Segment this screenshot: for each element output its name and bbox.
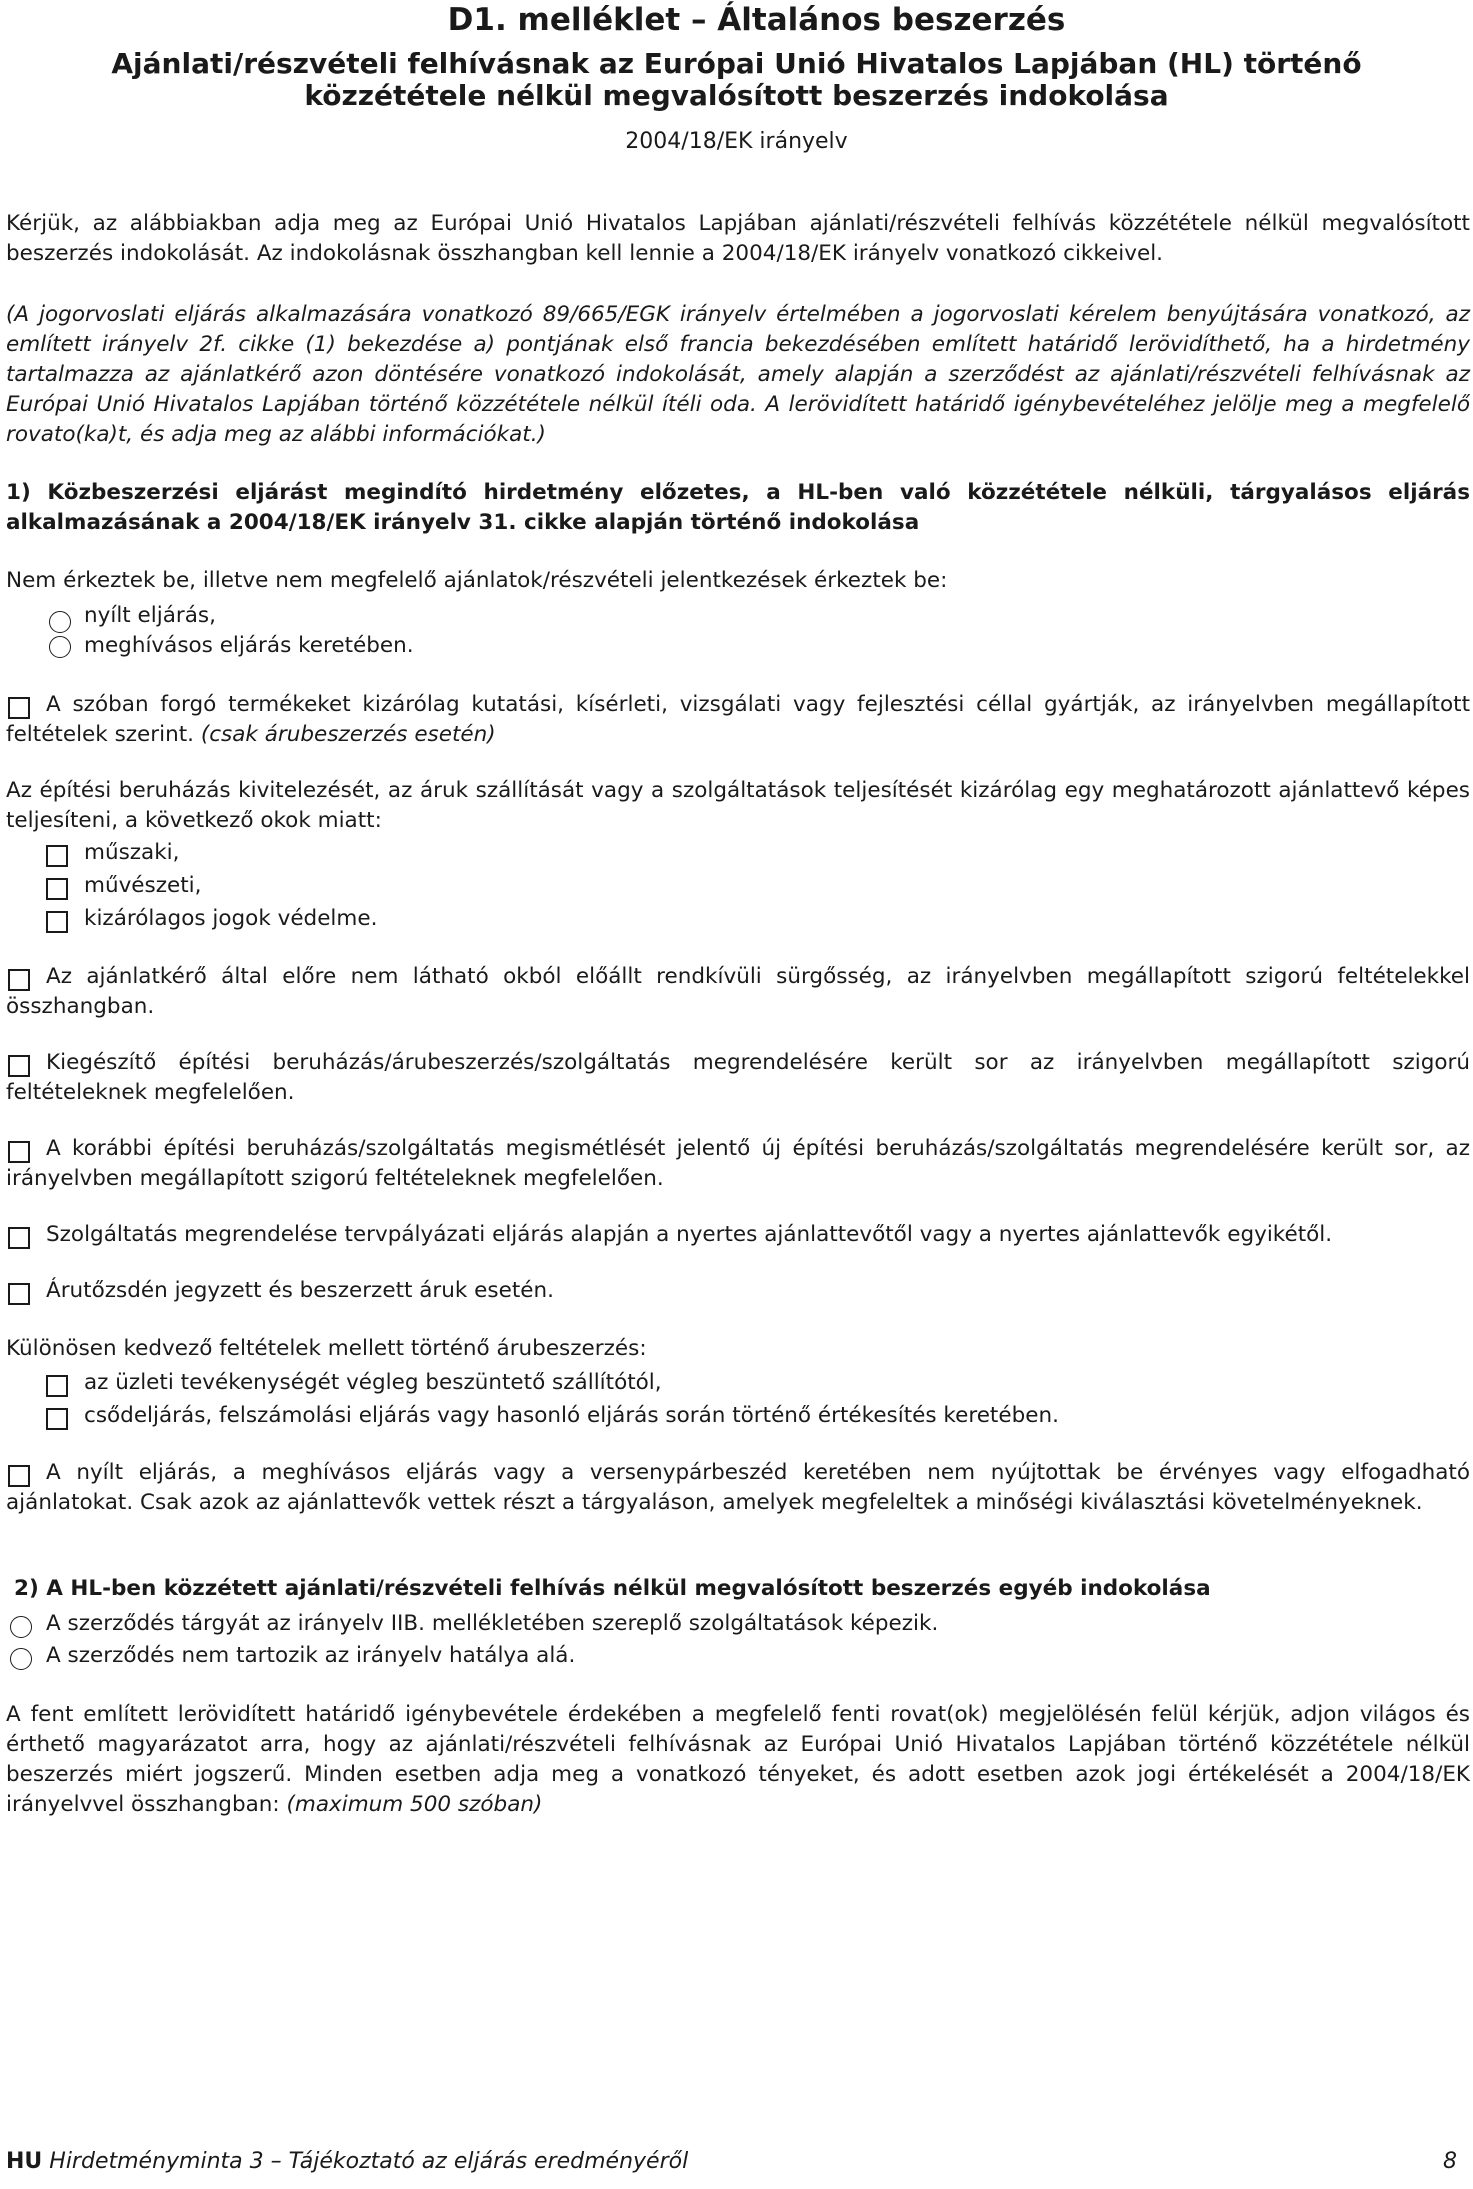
insolvency-label: csődeljárás, felszámolási eljárás vagy hasonló eljárás során történő értékesítés keretében. xyxy=(84,1403,1059,1428)
restricted-procedure-radio[interactable] xyxy=(49,636,71,658)
page-footer xyxy=(6,2147,1457,2177)
insolvency-checkbox[interactable] xyxy=(46,1408,68,1430)
research-note: (csak árubeszerzés esetén) xyxy=(200,722,496,747)
intro-note-paragraph: (A jogorvoslati eljárás alkalmazására vonatkozó 89/665/EGK irányelv értelmében a jogorvoslati kérelem benyújtására vonatkozó, az említett irányelv 2f. cikke (1) bekezdése a) pontjának első francia bekezdésében említett határidő lerövidíthető, ha a hirdetmény tartalmazza az ajánlatkérő azon döntésére vonatkozó indokolását, amely alapján a szerződést az ajánlati/részvételi felhívásnak az Európai Unió Hivatalos Lapjában történő közzététele nélkül ítéli oda. A lerövidített határidő igénybevételéhez jelölje meg a megfelelő rovato(ka)t, és adja meg az alábbi információkat.) xyxy=(6,302,1470,447)
design-contest-text: Szolgáltatás megrendelése tervpályázati eljárás alapján a nyertes ajánlattevőtől vagy a nyertes ajánlattevők egyikétől. xyxy=(46,1222,1333,1247)
intro-paragraph: Kérjük, az alábbiakban adja meg az Európai Unió Hivatalos Lapjában ajánlati/részvételi felhívás közzététele nélkül megvalósított beszerzés indokolását. Az indokolásnak összhangban kell lennie a 2004/18/EK irányelv vonatkozó cikkeivel. xyxy=(6,211,1470,266)
section-1-heading-text: 1) Közbeszerzési eljárást megindító hirdetmény előzetes, a HL-ben való közzététele nélküli, tárgyalásos eljárás alkalmazásának a 2004/18/EK irányelv 31. cikke alapján történő indokolása xyxy=(6,480,1470,535)
exclusive-rights-checkbox[interactable] xyxy=(46,911,68,933)
footer-page-number: 8 xyxy=(1443,2149,1457,2174)
footer-language-code: HU xyxy=(6,2149,43,2174)
supplier-winding-up-label: az üzleti tevékenységét végleg beszüntető szállítótól, xyxy=(84,1370,662,1395)
commodity-text: Árutőzsdén jegyzett és beszerzett áruk esetén. xyxy=(46,1278,554,1303)
annex-title: D1. melléklet – Általános beszerzés xyxy=(447,2,1066,38)
out-of-scope-label: A szerződés nem tartozik az irányelv hatálya alá. xyxy=(46,1643,576,1668)
artistic-label: művészeti, xyxy=(84,873,202,898)
urgency-text: Az ajánlatkérő által előre nem látható okból előállt rendkívüli sürgősség, az irányelvben megállapított szigorú feltételekkel összhangban. xyxy=(6,964,1470,1019)
technical-label: műszaki, xyxy=(84,840,180,865)
exclusive-rights-label: kizárólagos jogok védelme. xyxy=(84,906,378,931)
additional-works-text: Kiegészítő építési beruházás/árubeszerzés/szolgáltatás megrendelésére került sor az irányelvben megállapított szigorú feltételeknek megfelelően. xyxy=(6,1050,1470,1105)
section-2-heading: 2) A HL-ben közzétett ajánlati/részvételi felhívás nélkül megvalósított beszerzés egyéb indokolása xyxy=(14,1576,1211,1601)
single-tenderer-intro: Az építési beruházás kivitelezését, az áruk szállítását vagy a szolgáltatások teljesítését kizárólag egy meghatározott ajánlattevő képes teljesíteni, a következő okok miatt: xyxy=(6,778,1470,833)
section-1-heading xyxy=(6,478,1470,538)
annex-iib-radio[interactable] xyxy=(10,1616,32,1638)
closing-note: (maximum 500 szóban) xyxy=(286,1792,543,1817)
favourable-intro: Különösen kedvező feltételek mellett történő árubeszerzés: xyxy=(6,1336,647,1361)
restricted-procedure-label: meghívásos eljárás keretében. xyxy=(84,633,414,658)
closing-text: A fent említett lerövidített határidő igénybevétele érdekében a megfelelő fenti rovat(ok) megjelölésén felül kérjük, adjon világos és érthető magyarázatot arra, hogy az ajánlati/részvételi felhívásnak az Európai Unió Hivatalos Lapjában történő közzététele nélkül beszerzés miért jogszerű. Minden esetben adja meg a vonatkozó tényeket, és adott esetben azok jogi értékelését a 2004/18/EK irányelvvel összhangban: xyxy=(6,1702,1470,1817)
repetition-text: A korábbi építési beruházás/szolgáltatás megismétlését jelentő új építési beruházás/szolgáltatás megrendelésére került sor, az irányelvben megállapított szigorú feltételeknek megfelelően. xyxy=(6,1136,1470,1191)
directive-label: 2004/18/EK irányelv xyxy=(625,129,848,154)
annex-iib-label: A szerződés tárgyát az irányelv IIB. mellékletében szereplő szolgáltatások képezik. xyxy=(46,1611,939,1636)
out-of-scope-radio[interactable] xyxy=(10,1648,32,1670)
annex-subtitle: Ajánlati/részvételi felhívásnak az Európai Unió Hivatalos Lapjában (HL) történő közzététele nélkül megvalósított beszerzés indokolása xyxy=(111,47,1362,112)
open-procedure-label: nyílt eljárás, xyxy=(84,603,216,628)
artistic-checkbox[interactable] xyxy=(46,878,68,900)
research-label: A szóban forgó termékeket kizárólag kutatási, kísérleti, vizsgálati vagy fejlesztési céllal gyártják, az irányelvben megállapított feltételek szerint. xyxy=(6,692,1470,747)
open-procedure-radio[interactable] xyxy=(49,611,71,633)
research-text xyxy=(6,690,1470,750)
no-tenders-intro: Nem érkeztek be, illetve nem megfelelő ajánlatok/részvételi jelentkezések érkeztek be: xyxy=(6,568,948,593)
closing-paragraph xyxy=(6,1700,1470,1820)
supplier-winding-up-checkbox[interactable] xyxy=(46,1375,68,1397)
irregular-tenders-text: A nyílt eljárás, a meghívásos eljárás vagy a versenypárbeszéd keretében nem nyújtottak be érvényes vagy elfogadható ajánlatokat. Csak azok az ajánlattevők vettek részt a tárgyaláson, amelyek megfeleltek a minőségi kiválasztási követelményeknek. xyxy=(6,1460,1470,1515)
footer-form-title: Hirdetményminta 3 – Tájékoztató az eljárás eredményéről xyxy=(49,2149,689,2174)
technical-checkbox[interactable] xyxy=(46,845,68,867)
